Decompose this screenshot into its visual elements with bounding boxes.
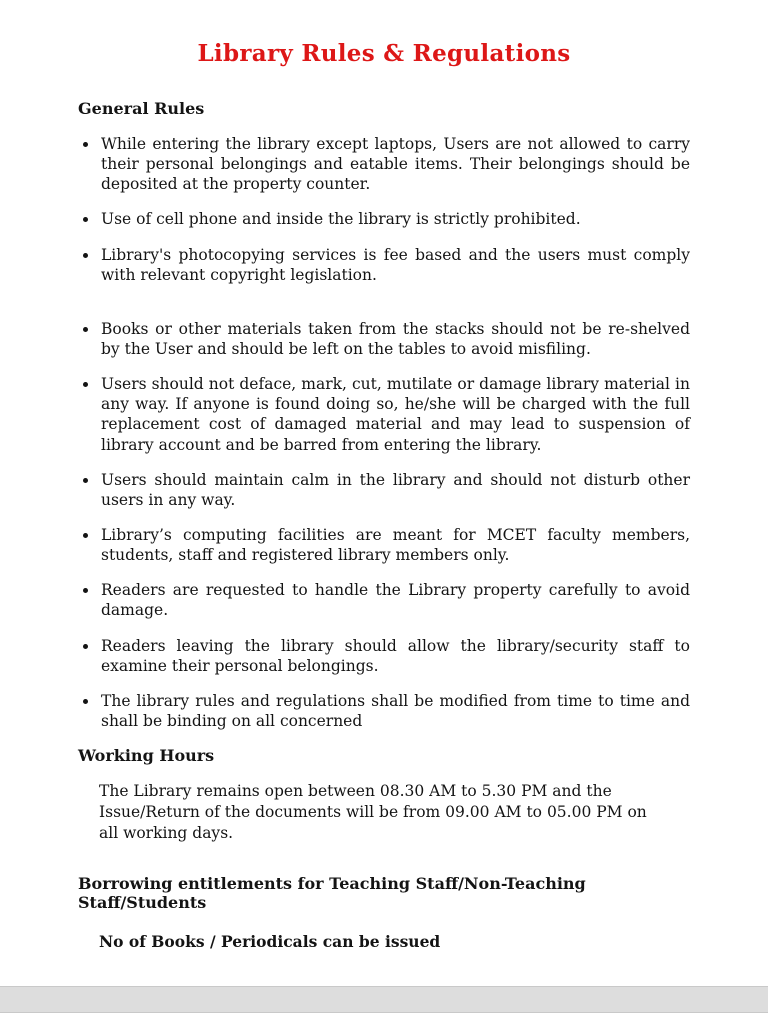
section-heading-general-rules: General Rules	[78, 99, 205, 118]
rule-item: • Use of cell phone and inside the library is strictly prohibited.	[99, 209, 690, 229]
borrowing-subheading: No of Books / Periodicals can be issued	[99, 931, 441, 951]
next-page-edge	[0, 1013, 768, 1024]
general-rules-list	[78, 134, 690, 731]
rule-item: • While entering the library except laptops, Users are not allowed to carry their personal belongings and eatable items. Their belongings should be deposited at the property counter.	[99, 134, 690, 194]
rule-item: • Users should maintain calm in the library and should not disturb other users in any way.	[99, 470, 690, 510]
section-heading-working-hours: Working Hours	[78, 746, 215, 766]
rule-item: • Readers are requested to handle the Library property carefully to avoid damage.	[99, 580, 690, 620]
rule-item: • Users should not deface, mark, cut, mutilate or damage library material in any way. If anyone is found doing so, he/she will be charged with the full replacement cost of damaged material and may lead to suspension of library account and be barred from entering the library.	[99, 374, 690, 455]
rule-item: • The library rules and regulations shall be modified from time to time and shall be binding on all concerned	[99, 691, 690, 731]
page-gap	[0, 986, 768, 1013]
rule-item: • Library’s computing facilities are meant for MCET faculty members, students, staff and registered library members only.	[99, 525, 690, 565]
rule-item: • Library's photocopying services is fee based and the users must comply with relevant copyright legislation.	[99, 245, 690, 285]
document-title: Library Rules & Regulations	[197, 40, 571, 67]
rule-item: • Books or other materials taken from the stacks should not be re-shelved by the User and should be left on the tables to avoid misfiling.	[99, 319, 690, 359]
working-hours-text: The Library remains open between 08.30 AM to 5.30 PM and the Issue/Return of the documents will be from 09.00 AM to 05.00 PM on all working days.	[99, 782, 647, 842]
section-heading-borrowing: Borrowing entitlements for Teaching Staff/Non-Teaching Staff/Students	[78, 873, 586, 912]
rule-item: • Readers leaving the library should allow the library/security staff to examine their personal belongings.	[99, 636, 690, 676]
